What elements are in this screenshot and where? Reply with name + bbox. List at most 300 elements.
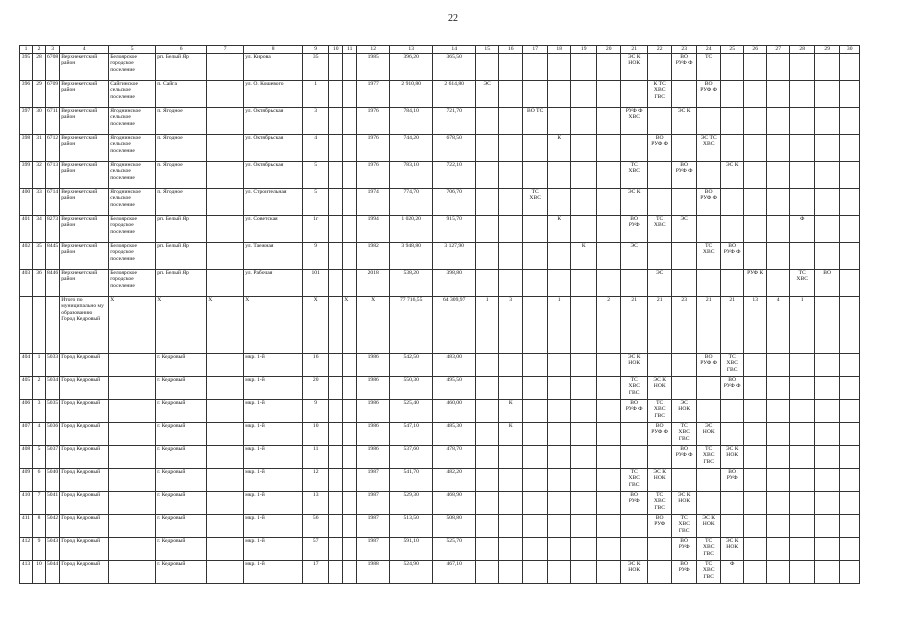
table-cell [548,377,571,400]
table-cell [840,423,860,446]
table-cell [597,561,621,584]
table-cell: ЭС [672,216,697,243]
table-cell: 10 [33,561,46,584]
table-cell [109,515,156,538]
table-cell: 744,20 [390,135,433,162]
table-cell [840,538,860,561]
table-cell: ЭС К НОК [721,538,744,561]
table-cell [744,538,767,561]
column-number-header: 17 [523,46,548,54]
table-cell: Верхнекетский район [60,270,109,297]
table-cell [721,423,744,446]
table-cell [523,135,548,162]
table-cell: 408 [20,446,33,469]
table-cell: Ягоднинское сельское поселение [109,135,156,162]
table-cell: 1994 [357,216,390,243]
column-number-header: 18 [548,46,571,54]
table-cell [672,354,697,377]
table-row [20,216,860,243]
table-row [20,400,860,423]
table-cell: мкр. 1-й [244,515,303,538]
table-cell [790,446,815,469]
table-cell [648,54,672,81]
table-cell [840,216,860,243]
table-cell: мкр. 1-й [244,400,303,423]
table-cell: 784,10 [390,108,433,135]
table-cell: 1986 [357,377,390,400]
table-cell [548,446,571,469]
table-cell: ТС ХВС ГВС [621,377,648,400]
column-number-header: 27 [767,46,790,54]
table-cell: г. Кедровый [156,423,207,446]
table-cell: 28 [33,54,46,81]
table-cell [499,54,523,81]
table-cell: 542,50 [390,354,433,377]
table-cell [815,162,840,189]
table-cell [767,108,790,135]
column-number-header: 25 [721,46,744,54]
table-cell [744,492,767,515]
table-cell: X [244,297,303,354]
table-cell [548,515,571,538]
table-cell [767,54,790,81]
table-cell: 1987 [357,469,390,492]
column-number-header: 22 [648,46,672,54]
table-cell [343,400,357,423]
table-cell [329,189,343,216]
table-cell [109,354,156,377]
table-cell [476,108,499,135]
table-cell [597,469,621,492]
table-cell [499,377,523,400]
table-cell: ВО РУФ [721,469,744,492]
table-cell: 399 [20,162,33,189]
table-cell [476,423,499,446]
table-cell: 5044 [46,561,60,584]
table-cell [548,81,571,108]
table-cell: ЭС К НОК [721,446,744,469]
table-cell: 21 [621,297,648,354]
table-cell [648,108,672,135]
table-cell [109,469,156,492]
table-cell [571,538,597,561]
table-cell [790,135,815,162]
table-cell: 398 [20,135,33,162]
table-cell [815,354,840,377]
table-cell: 547,10 [390,423,433,446]
table-cell [343,270,357,297]
table-cell: X [109,297,156,354]
table-cell [790,400,815,423]
table-cell [597,515,621,538]
table-cell [672,270,697,297]
table-cell: ЭС К НОК [621,54,648,81]
table-cell [343,561,357,584]
table-cell: ВО РУФ Ф [697,81,721,108]
table-cell [721,515,744,538]
table-cell: 396 [20,81,33,108]
table-cell [523,54,548,81]
table-cell: 783,10 [390,162,433,189]
table-cell: ВО РУФ Ф [648,135,672,162]
table-cell: Верхнекетский район [60,189,109,216]
table-cell: ТС ХВС ГВС [648,492,672,515]
table-cell [571,515,597,538]
table-cell [329,162,343,189]
table-cell: 101 [303,270,329,297]
table-cell [815,135,840,162]
table-cell [721,492,744,515]
table-cell: 1986 [357,400,390,423]
table-cell: 56 [303,515,329,538]
table-cell [672,377,697,400]
table-cell [329,400,343,423]
table-cell [767,446,790,469]
table-cell [744,81,767,108]
table-cell [476,270,499,297]
table-cell [523,377,548,400]
table-cell [840,189,860,216]
table-row [20,423,860,446]
table-cell: 1 020,20 [390,216,433,243]
table-cell: 2 910,80 [390,81,433,108]
table-cell [499,81,523,108]
table-cell: ЭС К [672,108,697,135]
table-cell [343,216,357,243]
table-row [20,492,860,515]
table-cell [571,270,597,297]
table-cell [744,354,767,377]
table-cell [343,354,357,377]
table-cell: РУФ К [744,270,767,297]
table-cell [109,538,156,561]
table-cell [721,135,744,162]
column-number-header: 10 [329,46,343,54]
table-cell [744,423,767,446]
table-cell [476,446,499,469]
table-cell: г. Кедровый [156,469,207,492]
table-cell [815,297,840,354]
table-cell [571,108,597,135]
table-cell: ВО РУФ [672,561,697,584]
table-cell: 406 [20,400,33,423]
table-row [20,189,860,216]
table-cell [523,81,548,108]
table-cell: п. Сайга [156,81,207,108]
table-cell: рп. Белый Яр [156,54,207,81]
table-cell [840,81,860,108]
table-cell: 678,50 [433,135,476,162]
column-number-header: 13 [390,46,433,54]
table-cell: ЭС К НОК [648,377,672,400]
table-row [20,354,860,377]
table-cell [597,189,621,216]
column-number-header: 12 [357,46,390,54]
table-cell: мкр. 1-й [244,538,303,561]
table-cell: ЭС ТС ХВС [697,135,721,162]
table-cell [207,469,244,492]
table-cell [840,135,860,162]
table-cell [207,515,244,538]
table-cell [329,270,343,297]
table-cell [207,377,244,400]
table-cell [343,135,357,162]
table-cell [744,135,767,162]
table-cell [597,400,621,423]
table-cell: К [548,135,571,162]
table-cell: ЭС [476,81,499,108]
table-cell: 541,70 [390,469,433,492]
table-row [20,243,860,270]
column-number-row [20,46,860,54]
table-cell: 7 [33,492,46,515]
table-cell: 5035 [46,400,60,423]
table-cell [548,400,571,423]
table-cell: 6708 [46,54,60,81]
table-cell: К [548,216,571,243]
table-cell: мкр. 1-й [244,354,303,377]
table-cell: 1 [476,297,499,354]
table-cell [207,108,244,135]
table-cell: Сайгинское сельское поселение [109,81,156,108]
table-cell: Белоярское городское поселение [109,54,156,81]
table-cell: 722,10 [433,162,476,189]
table-cell [815,377,840,400]
table-body [20,54,860,584]
table-cell [329,538,343,561]
table-cell [523,270,548,297]
table-cell [744,515,767,538]
table-cell: 29 [33,81,46,108]
table-cell: Ягоднинское сельское поселение [109,162,156,189]
table-cell [329,108,343,135]
table-cell: 30 [33,108,46,135]
table-cell: 538,20 [390,270,433,297]
table-cell [548,469,571,492]
table-cell: ТС ХВС [697,243,721,270]
table-cell: Город Кедровый [60,469,109,492]
table-cell: ЭС [621,243,648,270]
table-cell: ЭС К НОК [648,469,672,492]
table-cell [499,162,523,189]
table-cell [840,400,860,423]
table-cell [109,561,156,584]
table-cell: Город Кедровый [60,377,109,400]
table-cell: п. Ягодное [156,108,207,135]
table-row [20,515,860,538]
table-cell: ТС ХВС ГВС [621,469,648,492]
table-cell: X [343,297,357,354]
table-cell: г. Кедровый [156,400,207,423]
table-cell: ул. Советская [244,216,303,243]
table-cell: ул. Строительная [244,189,303,216]
table-cell [648,243,672,270]
table-cell [523,243,548,270]
column-number-header: 15 [476,46,499,54]
table-cell [207,54,244,81]
table-cell [744,377,767,400]
table-cell: ВО РУФ [672,538,697,561]
table-cell: 21 [721,297,744,354]
table-cell: 8273 [46,216,60,243]
table-cell [476,162,499,189]
table-cell [790,54,815,81]
table-cell [621,515,648,538]
table-cell: 1976 [357,108,390,135]
table-cell [672,81,697,108]
table-cell: 6 [33,469,46,492]
column-number-header: 16 [499,46,523,54]
table-cell: 2 [597,297,621,354]
table-cell: 17 [303,561,329,584]
table-cell: 2 [33,377,46,400]
table-cell: 409 [20,469,33,492]
table-cell: ВО РУФ Ф [672,54,697,81]
table-cell: 36 [33,270,46,297]
table-cell [790,377,815,400]
column-number-header: 14 [433,46,476,54]
table-cell: ул. О. Кошевого [244,81,303,108]
table-cell [207,216,244,243]
table-cell: 1976 [357,162,390,189]
table-cell: мкр. 1-й [244,492,303,515]
column-number-header: 24 [697,46,721,54]
table-cell [207,423,244,446]
table-cell: мкр. 1-й [244,423,303,446]
table-cell [523,216,548,243]
table-cell: ул. Октябрьская [244,108,303,135]
table-cell: Город Кедровый [60,423,109,446]
table-cell [476,354,499,377]
table-cell [790,492,815,515]
table-cell: 34 [33,216,46,243]
table-cell [329,216,343,243]
table-cell [744,243,767,270]
table-cell [767,162,790,189]
table-cell [499,108,523,135]
table-cell: 1 [33,354,46,377]
table-cell [343,54,357,81]
table-cell [571,297,597,354]
table-cell [721,216,744,243]
table-cell: ЭС К НОК [621,354,648,377]
table-cell: 478,70 [433,446,476,469]
table-cell: 9 [33,538,46,561]
table-cell [548,162,571,189]
table-cell: Верхнекетский район [60,54,109,81]
table-cell: 1985 [357,54,390,81]
table-cell [343,108,357,135]
table-cell [499,189,523,216]
table-cell: 6713 [46,162,60,189]
table-cell [697,469,721,492]
table-cell [815,446,840,469]
table-cell [597,270,621,297]
table-cell: 1986 [357,354,390,377]
table-cell: 774,70 [390,189,433,216]
table-cell [499,135,523,162]
table-cell: ЭС К [621,189,648,216]
table-cell [109,423,156,446]
table-cell [548,538,571,561]
table-cell: 1986 [357,423,390,446]
table-cell: 8445 [46,243,60,270]
column-number-header: 26 [744,46,767,54]
table-cell: ТС ХВС ГВС [697,538,721,561]
table-cell: 468,90 [433,492,476,515]
table-cell [329,54,343,81]
table-cell: Город Кедровый [60,515,109,538]
table-cell [815,492,840,515]
table-cell: ТС ХВС ГВС [672,423,697,446]
table-cell [499,561,523,584]
table-cell [343,492,357,515]
table-cell: ТС [697,54,721,81]
table-cell: 1976 [357,135,390,162]
table-cell [621,270,648,297]
column-number-header: 8 [244,46,303,54]
table-cell: 3 [303,108,329,135]
table-cell: ТС ХВС ГВС [697,561,721,584]
table-cell: К [499,400,523,423]
table-cell [207,492,244,515]
table-cell: 3 948,80 [390,243,433,270]
table-cell [476,561,499,584]
table-cell [476,538,499,561]
table-cell [571,377,597,400]
table-cell [597,216,621,243]
table-cell [548,54,571,81]
column-number-header: 7 [207,46,244,54]
column-number-header: 21 [621,46,648,54]
column-number-header: 11 [343,46,357,54]
table-cell [840,354,860,377]
table-cell [672,135,697,162]
table-cell: 1 [303,81,329,108]
table-cell [597,54,621,81]
table-cell: 77 716,55 [390,297,433,354]
table-cell [840,515,860,538]
table-cell [767,81,790,108]
table-cell [790,515,815,538]
column-number-header: 28 [790,46,815,54]
table-cell: 395 [20,54,33,81]
table-cell: 401 [20,216,33,243]
table-row [20,561,860,584]
table-cell [790,162,815,189]
table-cell: ВО РУФ Ф [672,446,697,469]
table-cell: г. Кедровый [156,492,207,515]
table-cell [744,108,767,135]
table-cell [790,189,815,216]
table-cell [721,81,744,108]
table-cell [523,538,548,561]
table-cell: ул. Таежная [244,243,303,270]
table-cell [109,446,156,469]
table-cell [109,400,156,423]
table-cell: п. Ягодное [156,162,207,189]
table-cell [523,423,548,446]
table-cell [767,561,790,584]
table-cell [571,54,597,81]
table-cell [697,108,721,135]
table-cell: 1977 [357,81,390,108]
table-row [20,270,860,297]
table-cell: ВО РУФ Ф [697,354,721,377]
table-cell [697,492,721,515]
table-cell: 21 [697,297,721,354]
table-cell [815,108,840,135]
